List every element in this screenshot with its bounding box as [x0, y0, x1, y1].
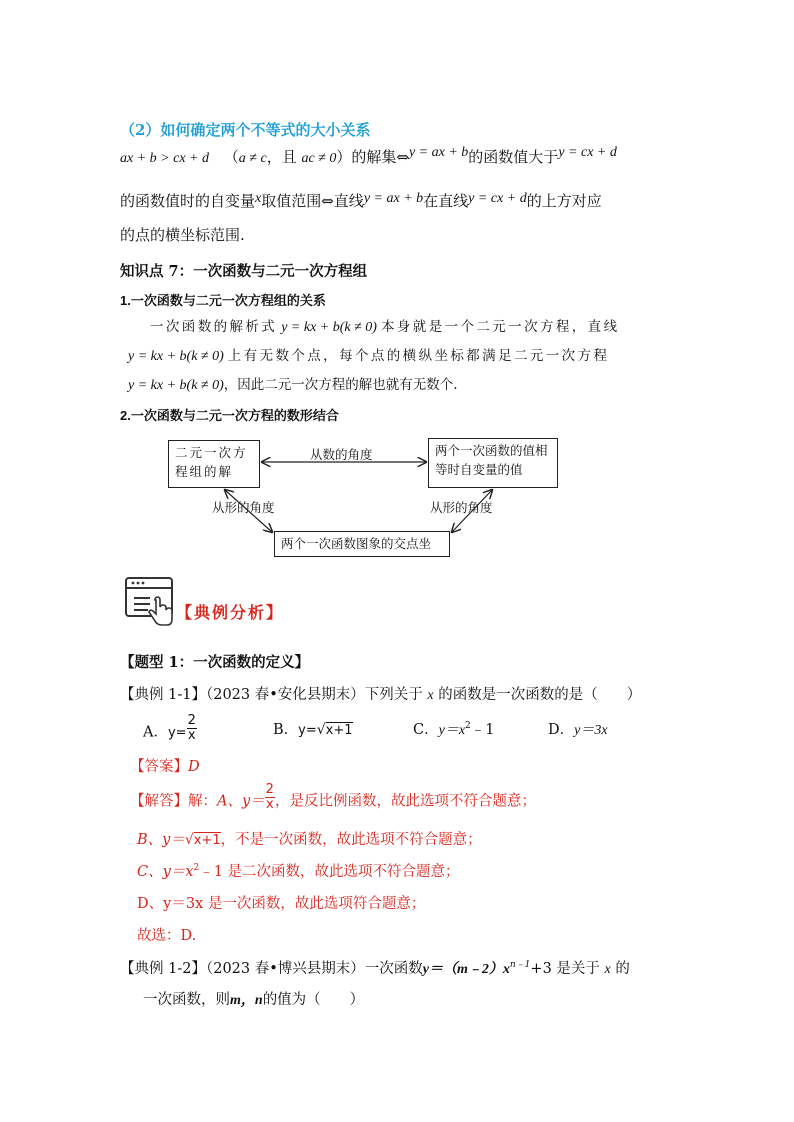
example-1-1-question: 【典例 1-1】（2023 春•安化县期末）下列关于 x 的函数是一次函数的是（ ） [120, 687, 642, 703]
option-c[interactable]: C．$y=x^2﹣1$ [413, 721, 495, 738]
solution-line-d: D、y＝3x 是一次函数，故此选项符合题意； [137, 896, 426, 912]
solution-conclusion: 故选：D. [137, 928, 197, 944]
solution-line-b: B、y＝√x+1，不是一次函数，故此选项不符合题意； [137, 832, 482, 848]
solution-line-c: C、$y=x^2﹣1$ 是二次函数，故此选项不符合题意； [137, 863, 460, 880]
section-title: （2）如何确定两个不等式的大小关系 [120, 121, 371, 139]
sqrt-icon: √ [316, 722, 326, 738]
kp7-subtitle-2: 2.一次函数与二元一次方程的数形结合 [120, 408, 339, 423]
kp7-para-line2: y = kx + b(k ≠ 0) 上有无数个点，每个点的横纵坐标都满足二元一次方程 [128, 348, 610, 364]
kp7-subtitle-1: 1.一次函数与二元一次方程组的关系 [120, 293, 326, 308]
section2-line2: 的函数值时的自变量x取值范围⇔直线y = ax + b在直线y = cx + d的上方对应 [120, 191, 602, 210]
option-b[interactable]: B．y=√x+1 [273, 722, 353, 738]
example-1-2-question-line2: 一次函数，则m，n的值为（ ） [143, 992, 365, 1008]
label-shape-angle-right: 从形的角度 [430, 501, 493, 515]
example-1-2-question: 【典例 1-2】（2023 春•博兴县期末）一次函数$y=(m﹣2)x^{n﹣1}+3$ 是关于 x 的 [120, 960, 630, 977]
box-equal-values: 两个一次函数的值相等时自变量的值 [428, 438, 558, 488]
kp7-para-line1: 一次函数的解析式 y = kx + b(k ≠ 0) 本身就是一个二元一次方程，直线 [150, 319, 620, 335]
answer-line: 【答案】D [130, 759, 200, 775]
box-equation-solution: 二元一次方程组的解 [168, 440, 260, 488]
label-shape-angle-left: 从形的角度 [212, 501, 275, 515]
label-number-angle: 从数的角度 [310, 448, 373, 462]
banner-title: 【典例分析】 [176, 603, 285, 622]
document-pointer-icon [124, 576, 180, 630]
kp7-title: 知识点 7：一次函数与二元一次方程组 [120, 263, 368, 280]
section2-line1: ax + b > cx + d （a ≠ c，且 ac ≠ 0）的解集⇔y = ax + b的函数值大于y = cx + d [120, 145, 617, 166]
box-intersection: 两个一次函数图象的交点坐 [274, 531, 450, 557]
solution-line-a: 【解答】解：A、y＝ $\frac{2}{x}$ ，是反比例函数，故此选项不符合题意； [130, 782, 536, 812]
option-a[interactable]: A．y= $\frac{2}{x}$ [143, 713, 196, 743]
arrow-left [225, 490, 272, 532]
kp7-para-line3: y = kx + b(k ≠ 0)，因此二元一次方程的解也就有无数个. [128, 377, 458, 393]
option-d[interactable]: D．y＝3x [548, 722, 608, 738]
math-inequality: ax + b > cx + d [120, 151, 209, 166]
arrow-right [452, 490, 492, 532]
type1-title: 【题型 1：一次函数的定义】 [120, 654, 310, 671]
section2-line3: 的点的横坐标范围. [120, 226, 245, 244]
sqrt-icon: √ [184, 832, 194, 848]
